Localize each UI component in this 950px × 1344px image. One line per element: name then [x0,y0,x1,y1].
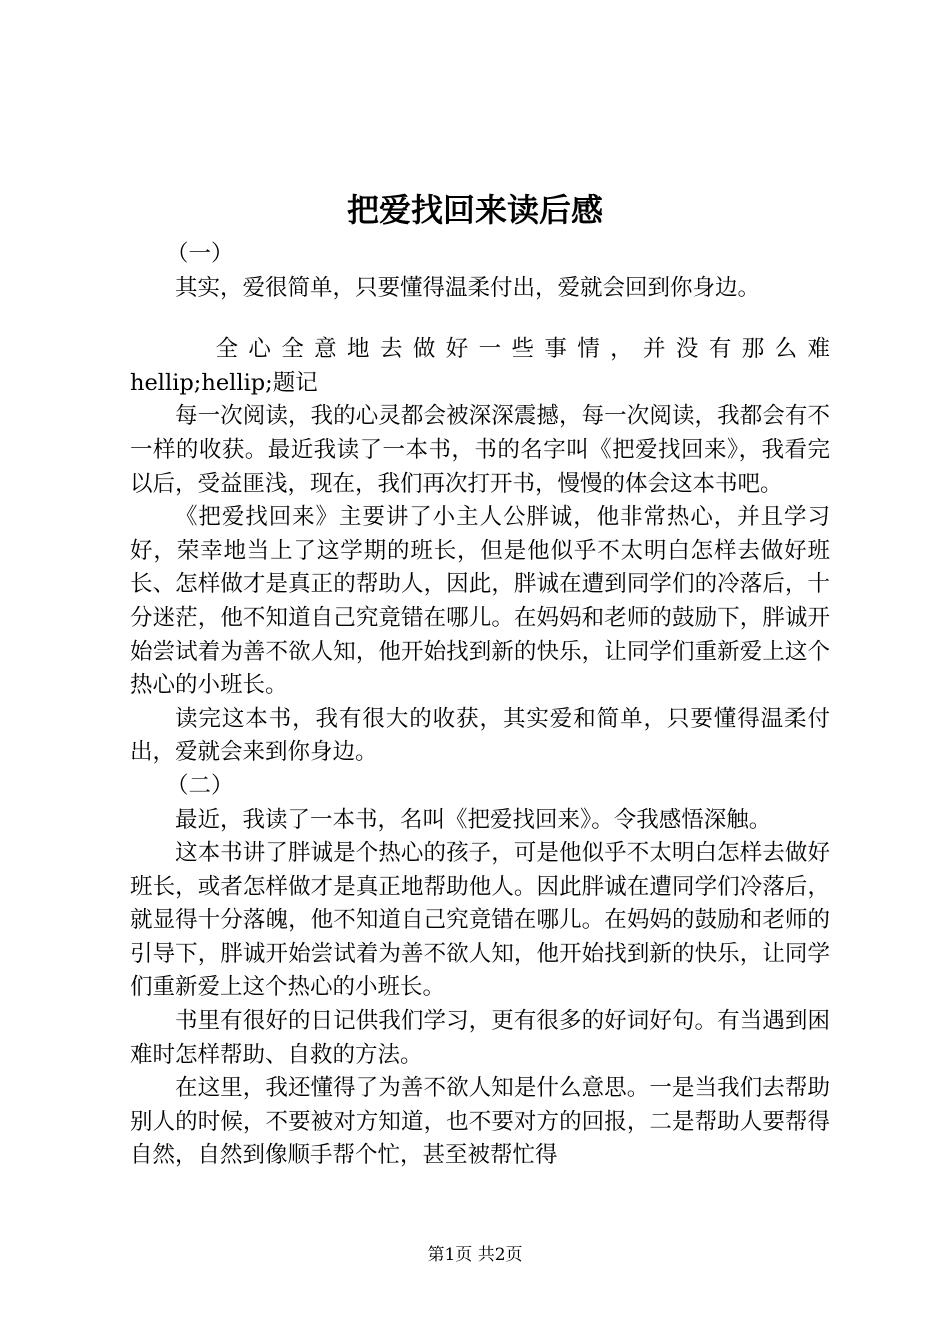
page-title: 把爱找回来读后感 [346,191,603,229]
document-body [130,238,830,1173]
intro-paragraph: 其实，爱很简单，只要懂得温柔付出，爱就会回到你身边。 [175,274,761,301]
page-number: 第1页 共2页 [427,1245,523,1265]
paragraph-1: 每一次阅读，我的心灵都会被深深震撼，每一次阅读，我都会有不一样的收获。最近我读了一本书，书的名字叫《把爱找回来》，我看完以后，受益匪浅，现在，我们再次打开书，慢慢的体会这本书吧。 [130,403,830,497]
section-label-1: （一） [166,241,234,267]
epigraph-line-2: hellip;hellip;题记 [130,369,318,396]
paragraph-6: 书里有很好的日记供我们学习，更有很多的好词好句。有当遇到困难时怎样帮助、自救的方法。 [130,1008,830,1068]
blank-line [130,305,830,333]
epigraph [130,333,830,400]
paragraph-2: 《把爱找回来》主要讲了小主人公胖诚，他非常热心，并且学习好，荣幸地当上了这学期的班长，但是他似乎不太明白怎样去做好班长、怎样做才是真正的帮助人，因此，胖诚在遭到同学们的冷落后，十分迷茫，他不知道自己究竟错在哪儿。在妈妈和老师的鼓励下，胖诚开始尝试着为善不欲人知，他开始找到新的快乐，让同学们重新爱上这个热心的小班长。 [130,504,830,699]
epigraph-line-1: 全心全意地去做好一些事情，并没有那么难 [215,336,830,363]
paragraph-5: 这本书讲了胖诚是个热心的孩子，可是他似乎不太明白怎样去做好班长，或者怎样做才是真正地帮助他人。因此胖诚在遭同学们冷落后，就显得十分落魄，他不知道自己究竟错在哪儿。在妈妈的鼓励和老师的引导下，胖诚开始尝试着为善不欲人知，他开始找到新的快乐，让同学们重新爱上这个热心的小班长。 [130,840,830,1001]
section-label-2: （二） [166,772,234,799]
paragraph-7: 在这里，我还懂得了为善不欲人知是什么意思。一是当我们去帮助别人的时候，不要被对方知道，也不要对方的回报，二是帮助人要帮得自然，自然到像顺手帮个忙，甚至被帮忙得 [130,1075,830,1169]
paragraph-3: 读完这本书，我有很大的收获，其实爱和简单，只要懂得温柔付出，爱就会来到你身边。 [130,705,830,766]
paragraph-4: 最近，我读了一本书，名叫《把爱找回来》。令我感悟深触。 [175,806,772,833]
